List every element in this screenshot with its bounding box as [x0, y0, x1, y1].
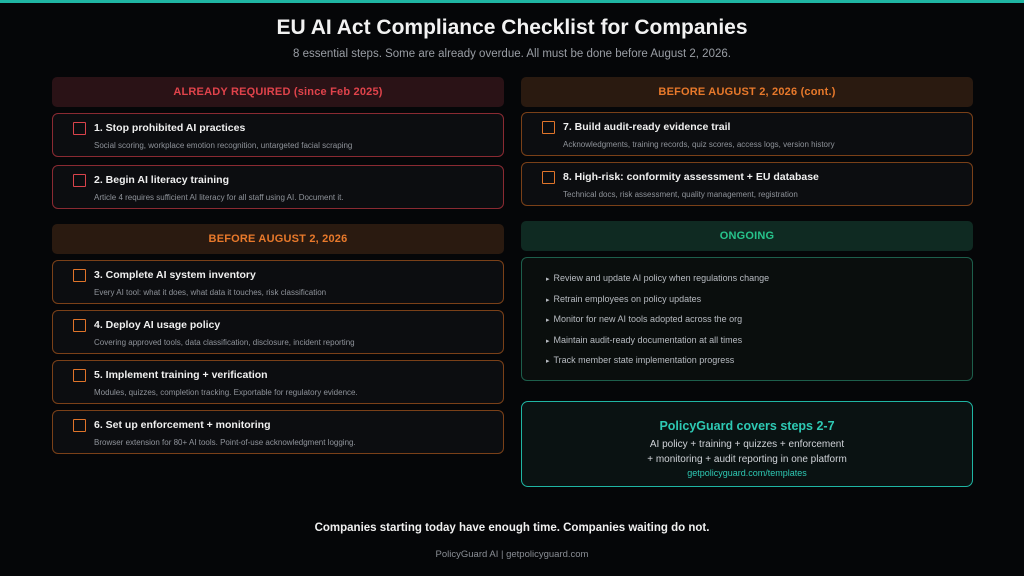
- bullet-icon: ▸: [546, 337, 550, 345]
- list-item: [546, 289, 972, 310]
- item-title: 6. Set up enforcement + monitoring: [94, 419, 271, 431]
- checkbox-icon[interactable]: [73, 319, 86, 332]
- item-title: 5. Implement training + verification: [94, 369, 268, 381]
- promo-line-2: + monitoring + audit reporting in one platform: [647, 454, 847, 465]
- item-title: 1. Stop prohibited AI practices: [94, 122, 246, 134]
- checklist-item-5[interactable]: [52, 360, 504, 404]
- item-description: Article 4 requires sufficient AI literacy for all staff using AI. Document it.: [94, 193, 344, 202]
- top-accent-bar: [0, 0, 1024, 3]
- item-description: Modules, quizzes, completion tracking. Exportable for regulatory evidence.: [94, 388, 358, 397]
- section-heading-before-aug-cont: BEFORE AUGUST 2, 2026 (cont.): [521, 77, 973, 107]
- checkbox-icon[interactable]: [73, 419, 86, 432]
- list-item-label: Review and update AI policy when regulations change: [553, 273, 770, 283]
- list-item-label: Track member state implementation progress: [553, 355, 735, 365]
- checklist-item-7[interactable]: [521, 112, 973, 156]
- checkbox-icon[interactable]: [73, 369, 86, 382]
- list-item-label: Maintain audit-ready documentation at all times: [553, 334, 743, 345]
- bullet-icon: ▸: [546, 317, 550, 324]
- promo-line-1: AI policy + training + quizzes + enforcement: [649, 439, 845, 450]
- item-title: 8. High-risk: conformity assessment + EU database: [563, 171, 819, 183]
- closing-statement: Companies starting today have enough time. Companies waiting do not.: [314, 522, 710, 534]
- promo-link[interactable]: getpolicyguard.com/templates: [687, 468, 807, 478]
- list-item: [546, 350, 972, 371]
- checklist-item-1[interactable]: [52, 113, 504, 157]
- item-description: Acknowledgments, training records, quiz scores, access logs, version history: [563, 140, 835, 149]
- bullet-icon: ▸: [546, 296, 550, 304]
- promo-title: PolicyGuard covers steps 2-7: [659, 419, 835, 433]
- section-heading-ongoing: ONGOING: [521, 221, 973, 251]
- item-description: Social scoring, workplace emotion recognition, untargeted facial scraping: [94, 141, 353, 150]
- page-title: EU AI Act Compliance Checklist for Companies: [276, 16, 748, 39]
- bullet-icon: ▸: [546, 276, 550, 283]
- checklist-item-2[interactable]: [52, 165, 504, 209]
- checkbox-icon[interactable]: [542, 121, 555, 134]
- item-title: 2. Begin AI literacy training: [94, 174, 229, 186]
- ongoing-list: [521, 257, 973, 381]
- list-item-label: Monitor for new AI tools adopted across the org: [553, 314, 743, 324]
- item-title: 3. Complete AI system inventory: [94, 269, 256, 281]
- list-item-label: Retrain employees on policy updates: [553, 293, 702, 304]
- footer: PolicyGuard AI | getpolicyguard.com: [435, 549, 589, 560]
- checklist-item-4[interactable]: [52, 310, 504, 354]
- item-title: 4. Deploy AI usage policy: [94, 319, 221, 331]
- right-column: [521, 77, 973, 487]
- checklist-item-3[interactable]: [52, 260, 504, 304]
- bullet-icon: ▸: [546, 358, 550, 365]
- page-subtitle: 8 essential steps. Some are already overdue. All must be done before August 2, 2026.: [293, 48, 731, 60]
- left-column: [52, 77, 504, 454]
- section-heading-before-aug: BEFORE AUGUST 2, 2026: [52, 224, 504, 254]
- checklist-item-8[interactable]: [521, 162, 973, 206]
- list-item: [546, 309, 972, 330]
- item-title: 7. Build audit-ready evidence trail: [563, 121, 731, 133]
- item-description: Every AI tool: what it does, what data it touches, risk classification: [94, 288, 327, 297]
- checkbox-icon[interactable]: [73, 122, 86, 135]
- section-heading-already-required: ALREADY REQUIRED (since Feb 2025): [52, 77, 504, 107]
- checkbox-icon[interactable]: [73, 174, 86, 187]
- list-item: [546, 268, 972, 289]
- item-description: Browser extension for 80+ AI tools. Point-of-use acknowledgment logging.: [94, 438, 356, 447]
- checkbox-icon[interactable]: [73, 269, 86, 282]
- promo-box: [521, 401, 973, 487]
- list-item: [546, 330, 972, 351]
- item-description: Covering approved tools, data classification, disclosure, incident reporting: [94, 338, 355, 347]
- checklist-item-6[interactable]: [52, 410, 504, 454]
- checkbox-icon[interactable]: [542, 171, 555, 184]
- item-description: Technical docs, risk assessment, quality management, registration: [563, 190, 798, 199]
